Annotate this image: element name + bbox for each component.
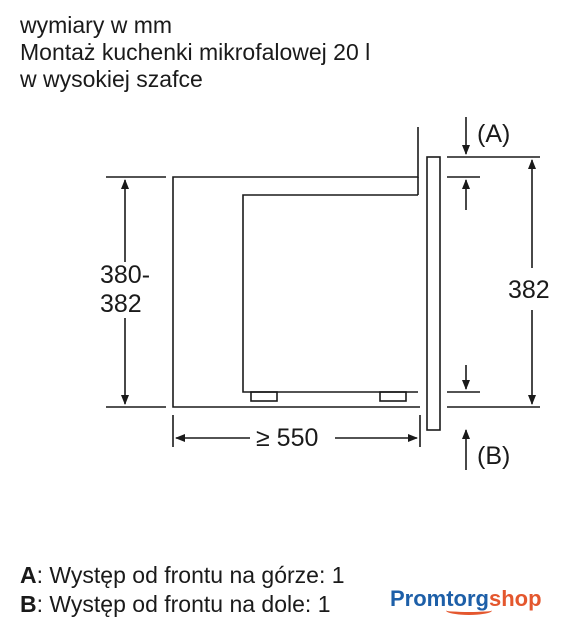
- legend-text-b: : Występ od frontu na dole: 1: [36, 591, 331, 617]
- watermark-swoosh: [446, 606, 492, 615]
- diagram-title: Montaż kuchenki mikrofalowej 20 l: [20, 39, 371, 65]
- watermark-part2: shop: [489, 586, 542, 611]
- microwave-front-panel: [427, 157, 440, 430]
- watermark: [380, 580, 578, 616]
- microwave-body: [243, 195, 418, 392]
- legend-key-a: A: [20, 562, 37, 588]
- offset-b-label: (B): [477, 442, 511, 470]
- legend-row-b: [20, 590, 345, 619]
- depth-label: ≥ 550: [256, 424, 319, 452]
- left-height-label-1: 380-: [100, 261, 151, 289]
- units-note: wymiary w mm: [20, 12, 173, 38]
- microwave-foot-right: [380, 392, 406, 401]
- offset-a-label: (A): [477, 120, 511, 148]
- right-height-label: 382: [508, 276, 550, 304]
- watermark-part1: Promtorg: [390, 586, 489, 611]
- cabinet-outline: [173, 127, 420, 407]
- legend-key-b: B: [20, 591, 37, 617]
- legend-row-a: [20, 561, 345, 590]
- diagram-subtitle: w wysokiej szafce: [20, 66, 203, 92]
- legend: [20, 561, 345, 619]
- legend-text-a: : Występ od frontu na górze: 1: [36, 562, 345, 588]
- microwave-foot-left: [251, 392, 277, 401]
- left-height-label-2: 382: [100, 290, 142, 318]
